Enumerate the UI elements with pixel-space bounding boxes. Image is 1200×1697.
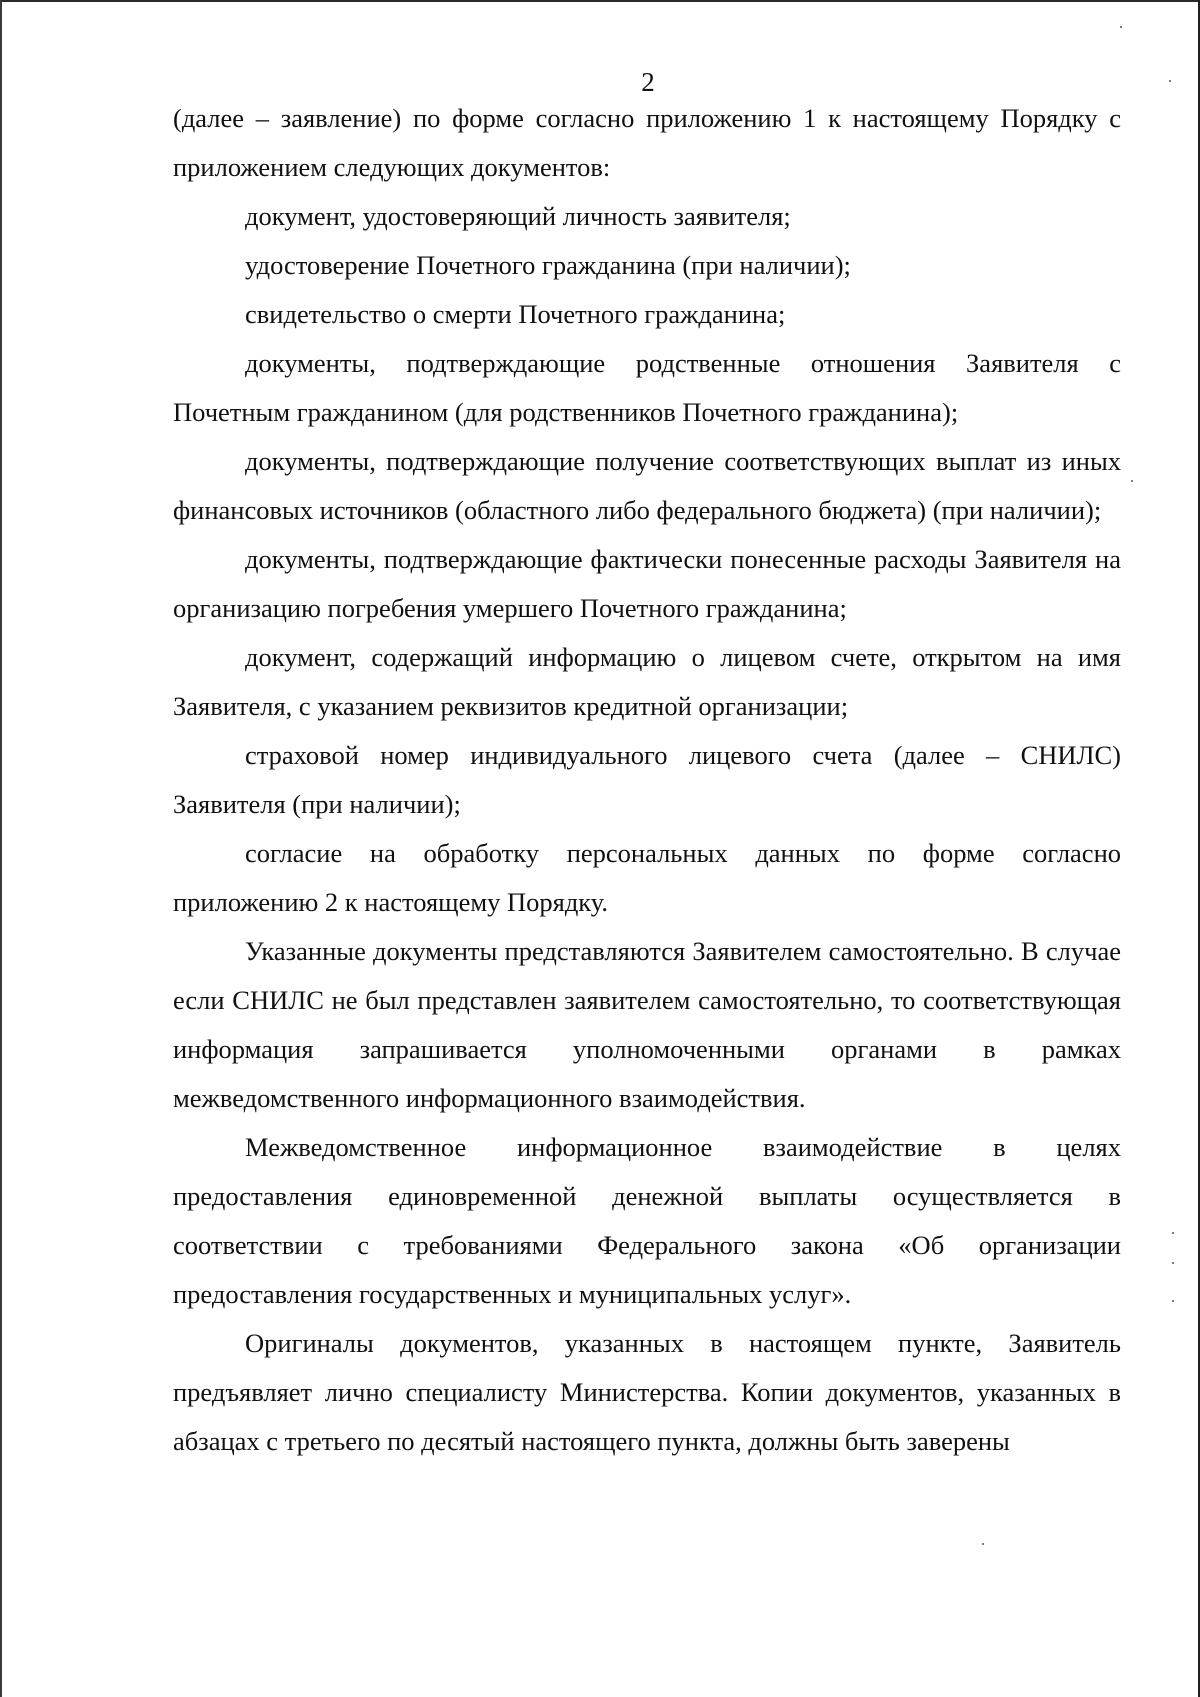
list-item-burial-expenses-documents: документы, подтверждающие фактически понесенные расходы Заявителя на организацию погребения умершего Почетного гражданина;	[173, 544, 1121, 623]
list-item-personal-data-consent: согласие на обработку персональных данных по форме согласно приложению 2 к настоящему Порядку.	[173, 838, 1121, 917]
scan-speck	[1172, 1262, 1174, 1264]
paragraph-originals-and-copies: Оригиналы документов, указанных в настоящем пункте, Заявитель предъявляет лично специалисту Министерства. Копии документов, указанных в абзацах с третьего по десятый настоящего пункта, должны быть заверены	[173, 1328, 1121, 1456]
paragraph-documents-submission: Указанные документы представляются Заявителем самостоятельно. В случае если СНИЛС не был представлен заявителем самостоятельно, то соответствующая информация запрашивается уполномоченными органами в рамках межведомственного информационного взаимодействия.	[173, 936, 1121, 1113]
scan-border-top	[0, 0, 1200, 2]
list-item-bank-account-document: документ, содержащий информацию о лицевом счете, открытом на имя Заявителя, с указанием реквизитов кредитной организации;	[173, 642, 1121, 721]
document-body	[173, 94, 1121, 1466]
scan-speck	[1120, 26, 1122, 28]
list-item-honorary-citizen-certificate: удостоверение Почетного гражданина (при наличии);	[245, 250, 851, 280]
list-item-other-payments-documents: документы, подтверждающие получение соответствующих выплат из иных финансовых источников (областного либо федерального бюджета) (при наличии);	[173, 446, 1121, 525]
list-item-snils: страховой номер индивидуального лицевого счета (далее – СНИЛС) Заявителя (при наличии);	[173, 740, 1121, 819]
paragraph-continuation: (далее – заявление) по форме согласно приложению 1 к настоящему Порядку с приложением следующих документов:	[173, 103, 1121, 182]
paragraph-interagency-interaction: Межведомственное информационное взаимодействие в целях предоставления единовременной денежной выплаты осуществляется в соответствии с требованиями Федерального закона «Об организации предоставления государственных и муниципальных услуг».	[173, 1132, 1121, 1309]
list-item-kinship-documents: документы, подтверждающие родственные отношения Заявителя с Почетным гражданином (для родственников Почетного гражданина);	[173, 348, 1121, 427]
scan-border-left	[0, 0, 2, 1697]
scan-speck	[1172, 1232, 1174, 1234]
page-number: 2	[641, 67, 655, 97]
list-item-identity-document: документ, удостоверяющий личность заявителя;	[245, 201, 791, 231]
scan-speck	[1131, 480, 1133, 482]
list-item-death-certificate: свидетельство о смерти Почетного гражданина;	[245, 299, 786, 329]
scan-speck	[1172, 1300, 1174, 1302]
scan-speck	[982, 1543, 984, 1545]
